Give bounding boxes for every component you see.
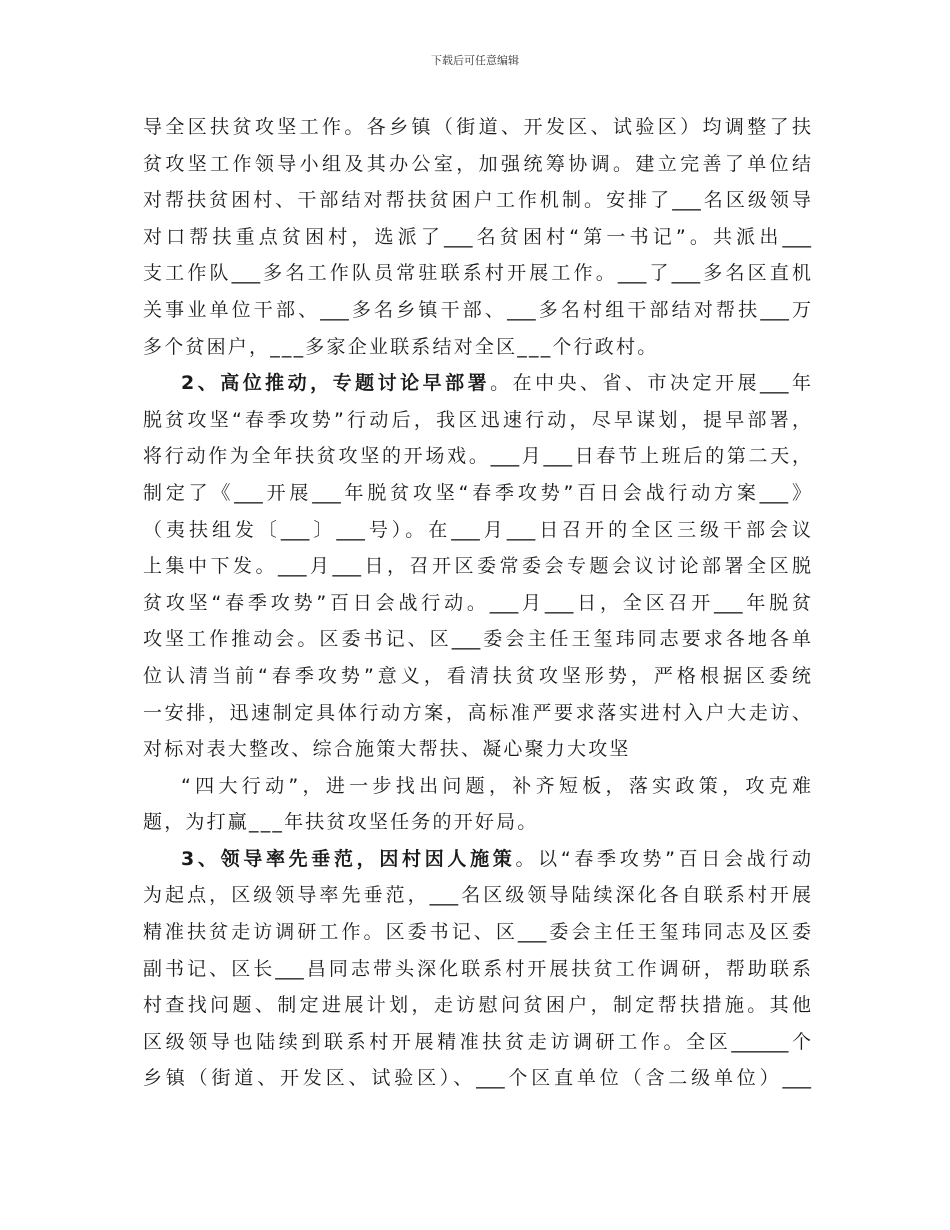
line-text: 。以“春季攻势”百日会战行动 xyxy=(515,847,811,870)
line-text: 对帮扶贫困村、干部结对帮扶贫困户工作机制。安排了___名区级领导 xyxy=(143,189,811,212)
line-text: 为起点，区级领导率先垂范，___名区级领导陆续深化各自联系村开展 xyxy=(143,884,811,907)
line-text: 支工作队___多名工作队员常驻联系村开展工作。___了___多名区直机 xyxy=(143,262,811,285)
line-text: 题，为打赢___年扶贫攻坚任务的开好局。 xyxy=(143,811,539,834)
text-line xyxy=(143,255,811,292)
text-line xyxy=(143,402,811,439)
line-text: 将行动作为全年扶贫攻坚的开场戏。___月___日春节上班后的第二天， xyxy=(143,445,811,468)
text-line xyxy=(143,841,811,878)
text-line xyxy=(143,146,811,183)
text-line xyxy=(143,512,811,549)
text-line xyxy=(143,438,811,475)
text-line xyxy=(143,548,811,585)
line-text: （夷扶组发〔___〕___号）。在___月___日召开的全区三级干部会议 xyxy=(143,518,811,541)
text-line xyxy=(143,219,811,256)
text-line xyxy=(143,695,811,732)
line-text: 脱贫攻坚“春季攻势”行动后，我区迅速行动，尽早谋划，提早部署， xyxy=(143,408,811,431)
line-text: 制定了《___开展___年脱贫攻坚“春季攻势”百日会战行动方案___》 xyxy=(143,481,811,504)
document-body xyxy=(143,109,811,1097)
line-text: 村查找问题、制定进展计划，走访慰问贫困户，制定帮扶措施。其他 xyxy=(143,994,811,1017)
text-line xyxy=(143,1024,811,1061)
text-line xyxy=(143,804,811,841)
line-text: 关事业单位干部、___多名乡镇干部、___多名村组干部结对帮扶___万 xyxy=(143,298,811,321)
text-line xyxy=(143,109,811,146)
text-line xyxy=(143,914,811,951)
page-header-note: 下载后可任意编辑 xyxy=(431,54,519,67)
section-heading: 2、高位推动，专题讨论早部署 xyxy=(181,372,491,395)
text-line xyxy=(143,182,811,219)
line-text: 多个贫困户，___多家企业联系结对全区___个行政村。 xyxy=(143,335,659,358)
text-line xyxy=(143,329,811,366)
line-text: 区级领导也陆续到联系村开展精准扶贫走访调研工作。全区______个 xyxy=(143,1030,811,1053)
text-line xyxy=(143,768,811,805)
text-line xyxy=(143,365,811,402)
line-text: 副书记、区长___昌同志带头深化联系村开展扶贫工作调研，帮助联系 xyxy=(143,957,811,980)
line-text: 上集中下发。___月___日，召开区委常委会专题会议讨论部署全区脱 xyxy=(143,555,811,578)
text-line xyxy=(143,987,811,1024)
line-text: 贫攻坚“春季攻势”百日会战行动。___月___日，全区召开___年脱贫 xyxy=(143,591,811,614)
line-text: 精准扶贫走访调研工作。区委书记、区___委会主任王玺玮同志及区委 xyxy=(143,921,811,944)
line-text: 导全区扶贫攻坚工作。各乡镇（街道、开发区、试验区）均调整了扶 xyxy=(143,116,811,138)
text-line xyxy=(143,658,811,695)
line-text: 对标对表大整改、综合施策大帮扶、凝心聚力大攻坚 xyxy=(143,738,631,761)
line-text: 对口帮扶重点贫困村，选派了___名贫困村“第一书记”。共派出___ xyxy=(143,225,811,248)
line-text: 贫攻坚工作领导小组及其办公室，加强统筹协调。建立完善了单位结 xyxy=(143,152,811,175)
line-text: 攻坚工作推动会。区委书记、区___委会主任王玺玮同志要求各地各单 xyxy=(143,628,811,651)
line-text: 乡镇（街道、开发区、试验区）、___个区直单位（含二级单位）___ xyxy=(143,1067,811,1090)
line-text: 一安排，迅速制定具体行动方案，高标准严要求落实进村入户大走访、 xyxy=(143,701,811,724)
text-line xyxy=(143,1060,811,1097)
text-line xyxy=(143,585,811,622)
text-line xyxy=(143,475,811,512)
text-line xyxy=(143,621,811,658)
text-line xyxy=(143,877,811,914)
text-line xyxy=(143,292,811,329)
line-text: 。在中央、省、市决定开展___年 xyxy=(490,372,811,395)
text-line xyxy=(143,951,811,988)
section-heading: 3、领导率先垂范，因村因人施策 xyxy=(181,847,516,870)
line-text: 位认清当前“春季攻势”意义，看清扶贫攻坚形势，严格根据区委统 xyxy=(143,664,811,687)
text-line xyxy=(143,731,811,768)
line-text: “四大行动”，进一步找出问题，补齐短板，落实政策，攻克难 xyxy=(181,774,811,797)
